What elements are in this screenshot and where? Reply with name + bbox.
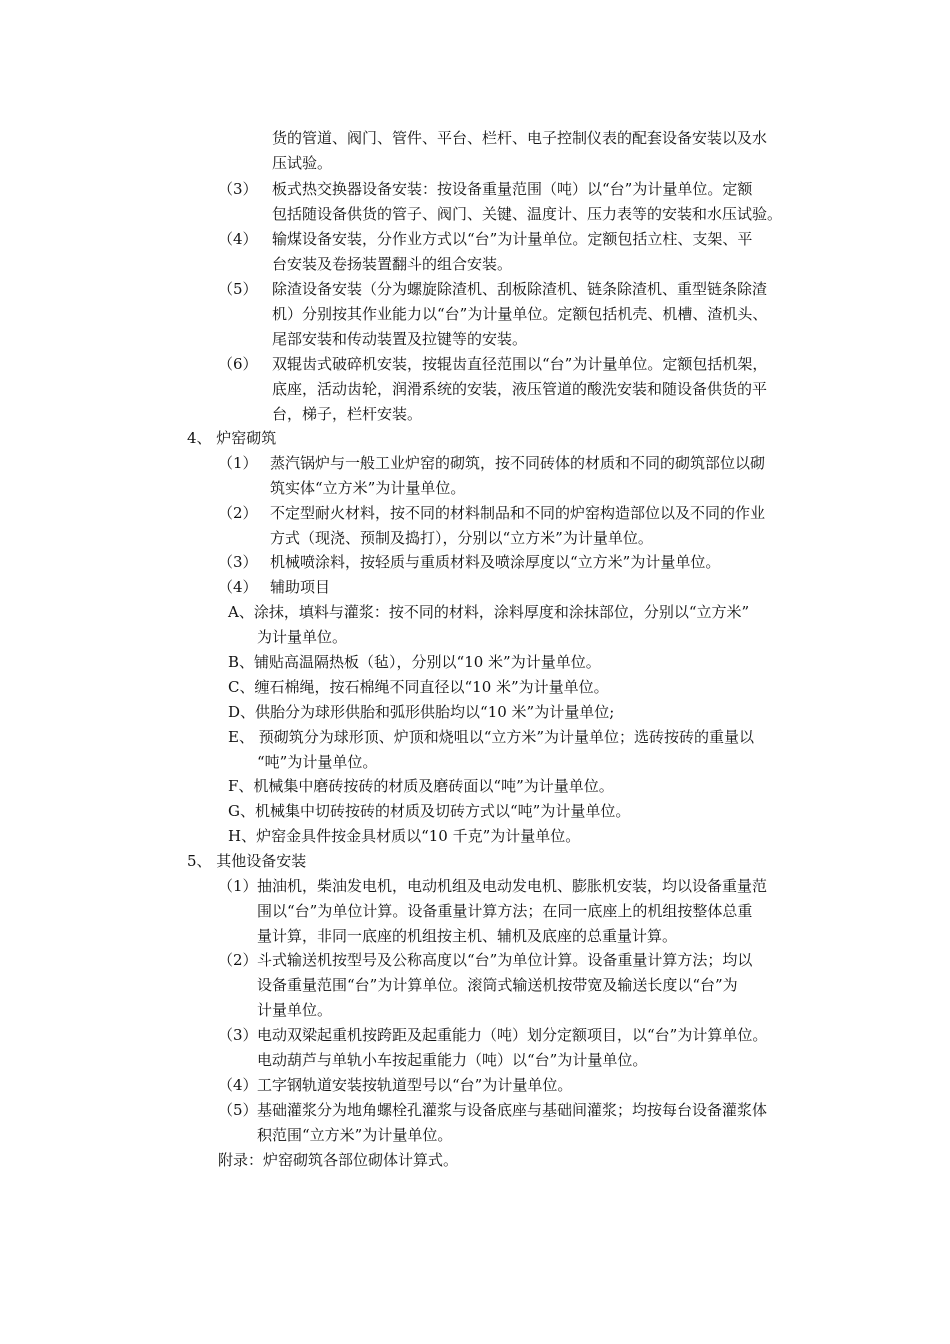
sub-item-a-line-1: A、涂抹，填料与灌浆：按不同的材料，涂料厚度和涂抹部位，分别以“立方米” bbox=[228, 603, 750, 621]
s4-item-1-line-2: 筑实体“立方米”为计量单位。 bbox=[270, 479, 466, 497]
s5-item-4-label: （4） bbox=[218, 1076, 258, 1094]
s5-item-3-label: （3） bbox=[218, 1026, 258, 1044]
item-6-line-2: 底座，活动齿轮，润滑系统的安装，液压管道的酸洗安装和随设备供货的平 bbox=[272, 380, 768, 398]
s5-item-5-line-2: 积范围“立方米”为计量单位。 bbox=[257, 1126, 453, 1144]
sub-item-a-line-2: 为计量单位。 bbox=[257, 628, 348, 646]
s5-item-2-line-1: 斗式输送机按型号及公称高度以“台”为单位计算。设备重量计算方法；均以 bbox=[257, 951, 753, 969]
item-4-label: （4） bbox=[218, 230, 258, 248]
sub-item-f: F、机械集中磨砖按砖的材质及磨砖面以“吨”为计量单位。 bbox=[228, 777, 614, 795]
s4-item-4-label: （4） bbox=[218, 578, 258, 596]
item-5-line-3: 尾部安装和传动装置及拉键等的安装。 bbox=[272, 330, 528, 348]
item-4-line-2: 台安装及卷扬装置翻斗的组合安装。 bbox=[272, 255, 513, 273]
item-4-line-1: 输煤设备安装，分作业方式以“台”为计量单位。定额包括立柱、支架、平 bbox=[272, 230, 753, 248]
s5-item-1-label: （1） bbox=[218, 877, 258, 895]
sub-item-e-line-1: E、 预砌筑分为球形顶、炉顶和烧咀以“立方米”为计量单位；选砖按砖的重量以 bbox=[228, 728, 755, 746]
item-2-line-2: 压试验。 bbox=[272, 154, 333, 172]
s5-item-3-line-2: 电动葫芦与单轨小车按起重能力（吨）以“台”为计量单位。 bbox=[257, 1051, 648, 1069]
s5-item-2-line-2: 设备重量范围“台”为计算单位。滚筒式输送机按带宽及输送长度以“台”为 bbox=[257, 976, 738, 994]
sub-item-e-line-2: “吨”为计量单位。 bbox=[257, 753, 378, 771]
s5-item-1-line-1: 抽油机，柴油发电机，电动机组及电动发电机、膨胀机安装，均以设备重量范 bbox=[257, 877, 768, 895]
s5-item-5-line-1: 基础灌浆分为地角螺栓孔灌浆与设备底座与基础间灌浆；均按每台设备灌浆体 bbox=[257, 1101, 768, 1119]
s5-item-3-line-1: 电动双梁起重机按跨距及起重能力（吨）划分定额项目，以“台”为计算单位。 bbox=[257, 1026, 768, 1044]
appendix-line: 附录：炉窑砌筑各部位砌体计算式。 bbox=[218, 1151, 459, 1169]
s5-item-4-line-1: 工字钢轨道安装按轨道型号以“台”为计量单位。 bbox=[257, 1076, 573, 1094]
item-6-label: （6） bbox=[218, 355, 258, 373]
item-6-line-3: 台，梯子，栏杆安装。 bbox=[272, 405, 423, 423]
s5-item-2-line-3: 计量单位。 bbox=[257, 1001, 333, 1019]
item-5-line-1: 除渣设备安装（分为螺旋除渣机、刮板除渣机、链条除渣机、重型链条除渣 bbox=[272, 280, 768, 298]
item-2-line-1: 货的管道、阀门、管件、平台、栏杆、电子控制仪表的配套设备安装以及水 bbox=[272, 129, 768, 147]
sub-item-d: D、供胎分为球形供胎和弧形供胎均以“10 米”为计量单位; bbox=[228, 703, 615, 721]
s4-item-2-line-2: 方式（现浇、预制及捣打），分别以“立方米”为计量单位。 bbox=[270, 529, 653, 547]
s4-item-3-line-1: 机械喷涂料，按轻质与重质材料及喷涂厚度以“立方米”为计量单位。 bbox=[270, 553, 721, 571]
s4-item-3-label: （3） bbox=[218, 553, 258, 571]
sub-item-h: H、炉窑金具件按金具材质以“10 千克”为计量单位。 bbox=[228, 827, 581, 845]
s4-item-4-line-1: 辅助项目 bbox=[270, 578, 331, 596]
item-5-label: （5） bbox=[218, 280, 258, 298]
s5-item-2-label: （2） bbox=[218, 951, 258, 969]
section-4-heading: 4、 炉窑砌筑 bbox=[187, 429, 277, 447]
s4-item-1-line-1: 蒸汽锅炉与一般工业炉窑的砌筑，按不同砖体的材质和不同的砌筑部位以砌 bbox=[270, 454, 766, 472]
section-5-heading: 5、 其他设备安装 bbox=[187, 852, 307, 870]
item-6-line-1: 双辊齿式破碎机安装，按辊齿直径范围以“台”为计量单位。定额包括机架， bbox=[272, 355, 768, 373]
sub-item-b: B、铺贴高温隔热板（毡），分别以“10 米”为计量单位。 bbox=[228, 653, 601, 671]
s5-item-1-line-3: 量计算，非同一底座的机组按主机、辅机及底座的总重量计算。 bbox=[257, 927, 678, 945]
sub-item-c: C、缠石棉绳，按石棉绳不同直径以“10 米”为计量单位。 bbox=[228, 678, 609, 696]
s4-item-2-label: （2） bbox=[218, 504, 258, 522]
s5-item-1-line-2: 围以“台”为单位计算。设备重量计算方法；在同一底座上的机组按整体总重 bbox=[257, 902, 753, 920]
s5-item-5-label: （5） bbox=[218, 1101, 258, 1119]
item-5-line-2: 机）分别按其作业能力以“台”为计量单位。定额包括机壳、机槽、渣机头、 bbox=[272, 305, 768, 323]
sub-item-g: G、机械集中切砖按砖的材质及切砖方式以“吨”为计量单位。 bbox=[228, 802, 631, 820]
s4-item-1-label: （1） bbox=[218, 454, 258, 472]
item-3-line-1: 板式热交换器设备安装：按设备重量范围（吨）以“台”为计量单位。定额 bbox=[272, 180, 753, 198]
item-3-line-2: 包括随设备供货的管子、阀门、关键、温度计、压力表等的安装和水压试验。 bbox=[272, 205, 783, 223]
item-3-label: （3） bbox=[218, 180, 258, 198]
s4-item-2-line-1: 不定型耐火材料，按不同的材料制品和不同的炉窑构造部位以及不同的作业 bbox=[270, 504, 766, 522]
